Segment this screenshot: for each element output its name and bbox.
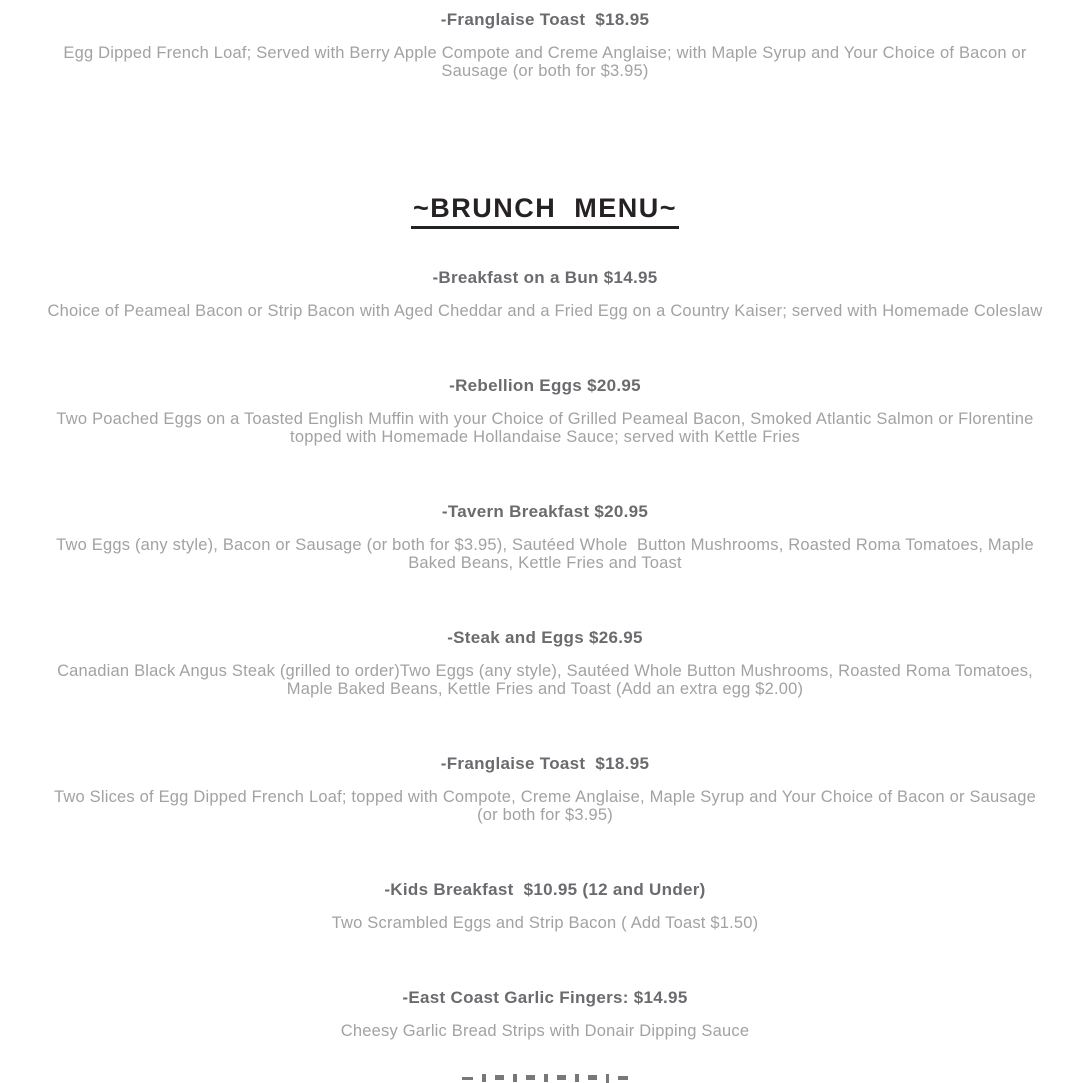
menu-item-description: Two Poached Eggs on a Toasted English Muffin with your Choice of Grilled Peameal Bacon, Smoked Atlantic Salmon or Florentine topped with Homemade Hollandaise Sauce; served with Kettle Fries <box>56 410 1039 447</box>
brunch-menu-title: ~BRUNCH MENU~ <box>411 194 679 229</box>
menu-item-franglaise-toast-previous <box>0 8 1090 80</box>
menu-item-description: Choice of Peameal Bacon or Strip Bacon with Aged Cheddar and a Fried Egg on a Country Kaiser; served with Homemade Coleslaw <box>47 302 1043 321</box>
menu-item-name: -Franglaise Toast $18.95 <box>440 754 650 774</box>
menu-item-description: Cheesy Garlic Bread Strips with Donair Dipping Sauce <box>340 1022 750 1041</box>
menu-item-east-coast-garlic-fingers <box>0 986 1090 1040</box>
menu-item-name: -Kids Breakfast $10.95 (12 and Under) <box>384 880 706 900</box>
menu-item-name: -Steak and Eggs $26.95 <box>447 628 643 648</box>
menu-item-tavern-breakfast <box>0 500 1090 572</box>
menu-item-description: Two Slices of Egg Dipped French Loaf; topped with Compote, Creme Anglaise, Maple Syrup and Your Choice of Bacon or Sausage (or both for $3.95) <box>54 788 1041 825</box>
menu-item-name: -East Coast Garlic Fingers: $14.95 <box>402 988 688 1008</box>
menu-item-description: Canadian Black Angus Steak (grilled to order)Two Eggs (any style), Sautéed Whole Button Mushrooms, Roasted Roma Tomatoes, Maple Baked Beans, Kettle Fries and Toast (Add an extra egg $2.00) <box>57 662 1038 699</box>
menu-item-description: Egg Dipped French Loaf; Served with Berry Apple Compote and Creme Anglaise; with Maple Syrup and Your Choice of Bacon or Sausage (or both for $3.95) <box>63 44 1032 80</box>
menu-item-name: -Tavern Breakfast $20.95 <box>441 502 649 522</box>
menu-item-name: -Franglaise Toast $18.95 <box>440 10 650 29</box>
cutoff-item-heading-fragment <box>0 1074 1090 1083</box>
menu-item-franglaise-toast <box>0 752 1090 824</box>
menu-item-breakfast-on-a-bun <box>0 266 1090 320</box>
brunch-menu-title-wrap <box>0 176 1090 247</box>
menu-item-description: Two Eggs (any style), Bacon or Sausage (or both for $3.95), Sautéed Whole Button Mushrooms, Roasted Roma Tomatoes, Maple Baked Beans, Kettle Fries and Toast <box>56 536 1039 573</box>
menu-item-steak-and-eggs <box>0 626 1090 698</box>
menu-item-name: -Breakfast on a Bun $14.95 <box>432 268 658 288</box>
menu-item-description: Two Scrambled Eggs and Strip Bacon ( Add Toast $1.50) <box>331 914 759 933</box>
menu-item-rebellion-eggs <box>0 374 1090 446</box>
menu-item-name: -Rebellion Eggs $20.95 <box>449 376 641 396</box>
menu-item-kids-breakfast <box>0 878 1090 932</box>
